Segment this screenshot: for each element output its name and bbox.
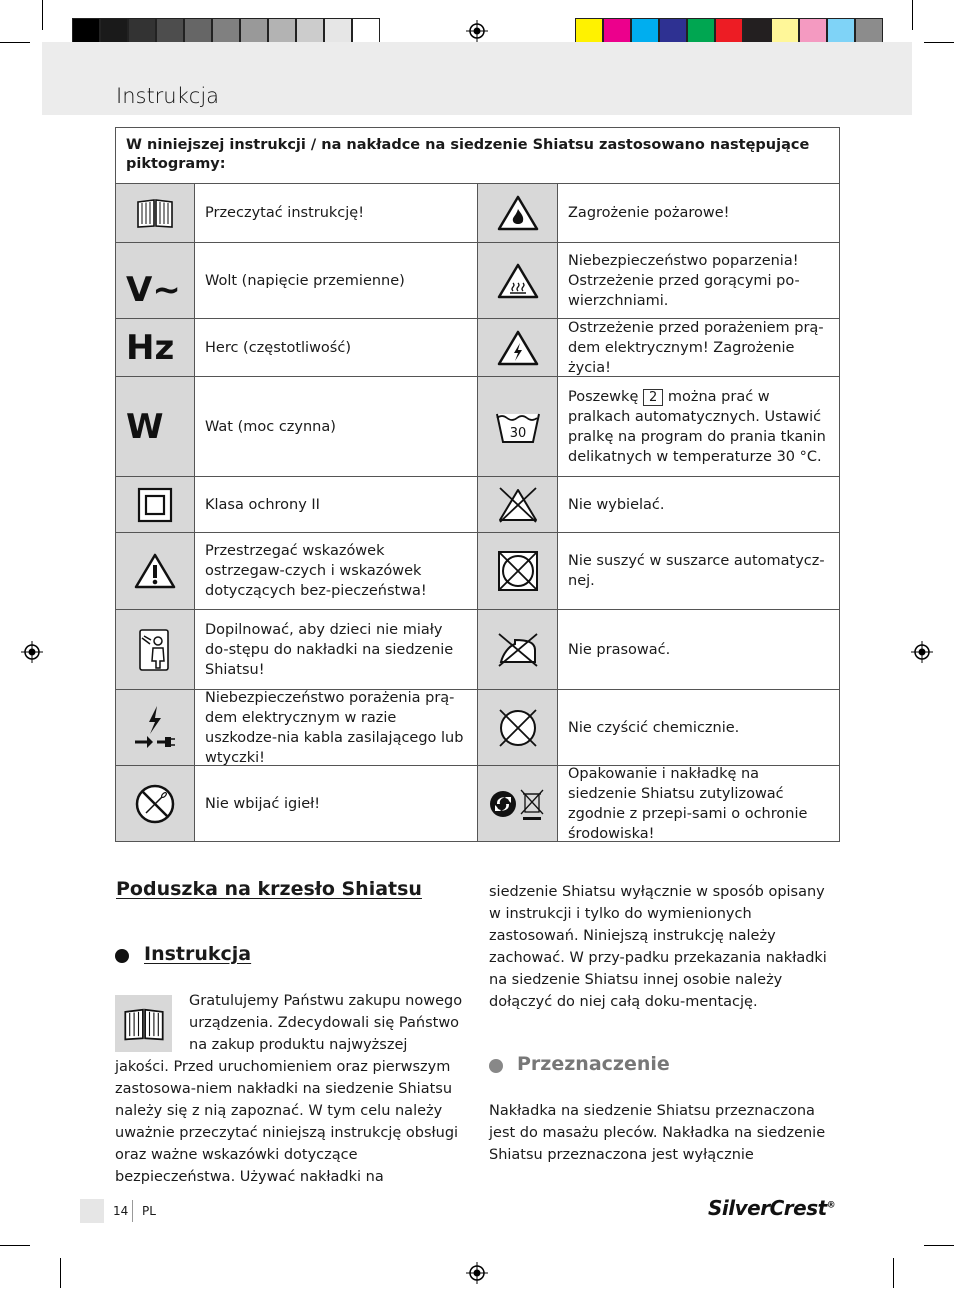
icon-cell (116, 377, 195, 476)
registration-mark-icon (911, 641, 933, 663)
registration-mark-icon (466, 20, 488, 42)
icon-cell (116, 184, 195, 242)
table-row (116, 533, 839, 610)
table-cell: Nie wbijać igieł! (195, 766, 478, 841)
icon-cell (478, 243, 558, 318)
no-iron-icon (495, 632, 541, 668)
table-row (116, 319, 839, 377)
table-cell: Niebezpieczeństwo porażenia prą-dem elektrycznym w razie uszkodze-nia kabla zasilającego lub wtyczki! (195, 690, 478, 765)
table-row (116, 377, 839, 477)
crop-mark (893, 1258, 894, 1288)
crop-mark (912, 0, 913, 30)
hot-surface-warning-icon (497, 263, 539, 299)
icon-cell (478, 766, 558, 841)
crop-mark (0, 1245, 30, 1246)
table-cell: Herc (częstotliwość) (195, 319, 478, 376)
crop-mark (60, 1258, 61, 1288)
general-warning-icon (134, 553, 176, 589)
table-cell: Przestrzegać wskazówek ostrzegaw-czych i wskazówek dotyczących bez-pieczeństwa! (195, 533, 478, 609)
no-dry-clean-icon (496, 706, 540, 750)
hertz-symbol: Hz (126, 327, 175, 368)
page-language: PL (142, 1204, 156, 1218)
fire-warning-icon (497, 195, 539, 231)
table-row (116, 184, 839, 243)
table-cell: Wat (moc czynna) (195, 377, 478, 476)
no-tumble-dry-icon (497, 550, 539, 592)
table-cell: Zagrożenie pożarowe! (568, 205, 730, 221)
icon-cell (116, 766, 195, 841)
crop-mark (924, 1245, 954, 1246)
icon-cell (478, 610, 558, 689)
footer-divider (132, 1200, 133, 1222)
table-cell: Nie czyścić chemicznie. (568, 719, 740, 736)
table-cell (558, 377, 839, 476)
icon-cell (116, 477, 195, 532)
child-safety-icon (136, 628, 174, 672)
brand-mark: ® (826, 1200, 836, 1211)
pictogram-table (115, 127, 840, 842)
table-row (116, 477, 839, 533)
bullet-icon (489, 1059, 503, 1073)
electric-shock-warning-icon (497, 330, 539, 366)
purpose-heading: Przeznaczenie (517, 1053, 670, 1075)
brand-part: Silver (708, 1196, 770, 1220)
volt-ac-symbol: V~ (126, 270, 181, 310)
table-cell: Nie wybielać. (568, 496, 665, 513)
usage-paragraph: siedzenie Shiatsu wyłącznie w sposób opisany w instrukcji i tylko do wymienionych zastosowań. Niniejszą instrukcję należy zachować. W przy-padku przekazania nakładki na siedzenie Shiatsu innej osobie należy dołączyć do niej całą doku-mentację. (489, 884, 827, 1010)
table-cell: Wolt (napięcie przemienne) (195, 243, 478, 318)
registration-mark-icon (21, 641, 43, 663)
icon-cell (478, 533, 558, 609)
icon-cell (116, 690, 195, 765)
bullet-icon (115, 949, 129, 963)
table-cell: Przeczytać instrukcję! (195, 184, 478, 242)
table-cell: Klasa ochrony II (195, 477, 478, 532)
icon-cell (116, 610, 195, 689)
instructions-text: Gratulujemy Państwu zakupu nowego urządzenia. Zdecydowali się Państwo na zakup produktu najwyższej jakości. Przed uruchomieniem oraz pierwszym zastosowa-niem nakładki na siedzenie Shiatsu należy się z nią zapoznać. W tym celu należy uważnie przeczytać niniejszą instrukcję obsługi oraz ważne wskazówki dotyczące bezpieczeństwa. Używać nakładki na (115, 993, 463, 1185)
icon-cell (116, 319, 195, 376)
no-bleach-icon (496, 486, 540, 524)
protection-class-2-icon (137, 487, 173, 523)
recycling-disposal-icon (489, 786, 547, 822)
crop-mark (0, 42, 30, 43)
page-number: 14 (113, 1204, 129, 1218)
purpose-paragraph: Nakładka na siedzenie Shiatsu przeznaczona jest do masażu pleców. Nakładka na siedzenie Shiatsu przeznaczona jest wyłącznie (489, 1103, 826, 1163)
icon-cell (478, 477, 558, 532)
text-fragment: Poszewkę (568, 388, 639, 405)
table-cell: Opakowanie i nakładkę na siedzenie Shiatsu zutylizować zgodnie z przepi-sami o ochronie środowiska! (568, 765, 808, 842)
text-fragment: można prać w pralkach automatycznych. Ustawić pralkę na program do prania tkanin delikatnych w temperaturze 30 °C. (568, 388, 826, 465)
watt-symbol: W (126, 406, 164, 447)
footer-tab (80, 1199, 104, 1223)
crop-mark (924, 42, 954, 43)
crop-mark (42, 0, 43, 30)
damaged-cable-icon (133, 704, 177, 752)
book-icon (135, 197, 175, 229)
page-title: Instrukcja (116, 84, 220, 108)
float-spacer (115, 990, 189, 1056)
icon-cell (478, 690, 558, 765)
icon-cell (478, 184, 558, 242)
no-needles-icon (134, 783, 176, 825)
icon-cell (478, 377, 558, 476)
table-cell: Dopilnować, aby dzieci nie miały do-stępu do nakładki na siedzenie Shiatsu! (195, 610, 478, 689)
table-cell: Ostrzeżenie przed porażeniem prą-dem elektrycznym! Zagrożenie życia! (568, 319, 824, 376)
table-row (116, 766, 839, 841)
table-cell: Nie suszyć w suszarce automatycz-nej. (568, 553, 825, 589)
table-row (116, 690, 839, 766)
icon-cell (116, 533, 195, 609)
brand-logo (708, 1196, 835, 1220)
table-row (116, 243, 839, 319)
product-heading: Poduszka na krzesło Shiatsu (116, 878, 422, 900)
table-cell: Niebezpieczeństwo poparzenia! Ostrzeżenie przed gorącymi po-wierzchniami. (568, 252, 800, 309)
icon-cell (478, 319, 558, 376)
table-heading: W niniejszej instrukcji / na nakładce na siedzenie Shiatsu zastosowano następujące piktogramy: (116, 128, 839, 184)
brand-part: Crest (769, 1196, 827, 1220)
instructions-heading: Instrukcja (144, 943, 252, 965)
item-reference-box: 2 (643, 389, 663, 406)
table-row (116, 610, 839, 690)
registration-mark-icon (466, 1262, 488, 1284)
wash-temp-label: 30 (509, 425, 526, 441)
table-cell: Nie prasować. (568, 641, 671, 658)
icon-cell (116, 243, 195, 318)
instructions-paragraph (115, 990, 465, 1188)
wash-30-icon (494, 409, 542, 445)
